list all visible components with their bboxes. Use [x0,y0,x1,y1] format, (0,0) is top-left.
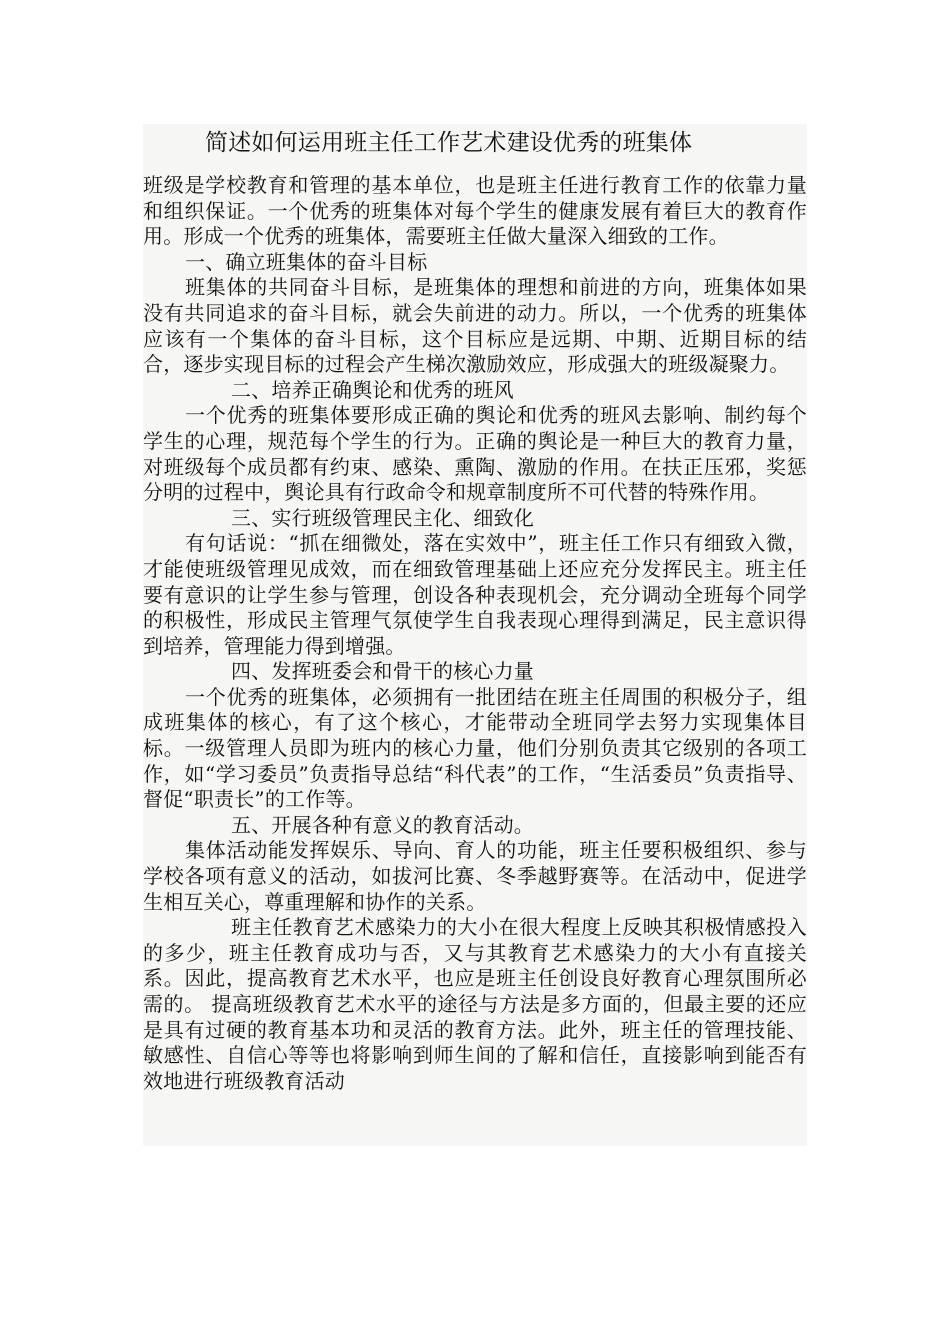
section-5-body: 集体活动能发挥娱乐、导向、育人的功能，班主任要积极组织、参与学校各项有意义的活动，如拔河比赛、冬季越野赛等。在活动中，促进学生相互关心，尊重理解和协作的关系。 [143,838,807,914]
section-1-body: 班集体的共同奋斗目标，是班集体的理想和前进的方向，班集体如果没有共同追求的奋斗目标，就会失前进的动力。所以，一个优秀的班集体应该有一个集体的奋斗目标，这个目标应是远期、中期、近期目标的结合，逐步实现目标的过程会产生梯次激励效应，形成强大的班级凝聚力。 [143,275,807,377]
document-title: 简述如何运用班主任工作艺术建设优秀的班集体 [205,130,693,156]
conclusion-paragraph: 班主任教育艺术感染力的大小在很大程度上反映其积极情感投入的多少，班主任教育成功与否，又与其教育艺术感染力的大小有直接关系。因此，提高教育艺术水平，也应是班主任创设良好教育心理氛围所必需的。 提高班级教育艺术水平的途径与方法是多方面的，但最主要的还应是具有过硬的教育基本功和灵活的教育方法。此外，班主任的管理技能、敏感性、自信心等等也将影响到师生间的了解和信任，直接影响到能否有效地进行班级教育活动 [143,915,807,1093]
section-4-heading: 四、发挥班委会和骨干的核心力量 [231,659,534,684]
section-3-body: 有句话说：“抓在细微处，落在实效中”，班主任工作只有细致入微，才能使班级管理见成效，而在细致管理基础上还应充分发挥民主。班主任要有意识的让学生参与管理，创设各种表现机会，充分调动全班每个同学的积极性，形成民主管理气氛使学生自我表现心理得到满足，民主意识得到培养，管理能力得到增强。 [143,531,807,658]
section-2-body: 一个优秀的班集体要形成正确的舆论和优秀的班风去影响、制约每个学生的心理，规范每个学生的行为。正确的舆论是一种巨大的教育力量，对班级每个成员都有约束、感染、熏陶、激励的作用。在扶正压邪，奖惩分明的过程中，舆论具有行政命令和规章制度所不可代替的特殊作用。 [143,403,807,505]
section-5-heading: 五、开展各种有意义的教育活动。 [231,812,534,837]
section-1-heading: 一、确立班集体的奋斗目标 [185,249,428,274]
section-3-heading: 三、实行班级管理民主化、细致化 [231,505,534,530]
section-2-heading: 二、培养正确舆论和优秀的班风 [231,377,514,402]
document-body [143,128,807,1094]
section-4-body: 一个优秀的班集体，必须拥有一批团结在班主任周围的积极分子，组成班集体的核心，有了这个核心，才能带动全班同学去努力实现集体目标。一级管理人员即为班内的核心力量，他们分别负责其它级别的各项工作，如“学习委员”负责指导总结“科代表”的工作，“生活委员”负责指导、督促“职责长”的工作等。 [143,684,807,812]
intro-paragraph: 班级是学校教育和管理的基本单位，也是班主任进行教育工作的依靠力量和组织保证。一个优秀的班集体对每个学生的健康发展有着巨大的教育作用。形成一个优秀的班集体，需要班主任做大量深入细致的工作。 [143,173,807,249]
